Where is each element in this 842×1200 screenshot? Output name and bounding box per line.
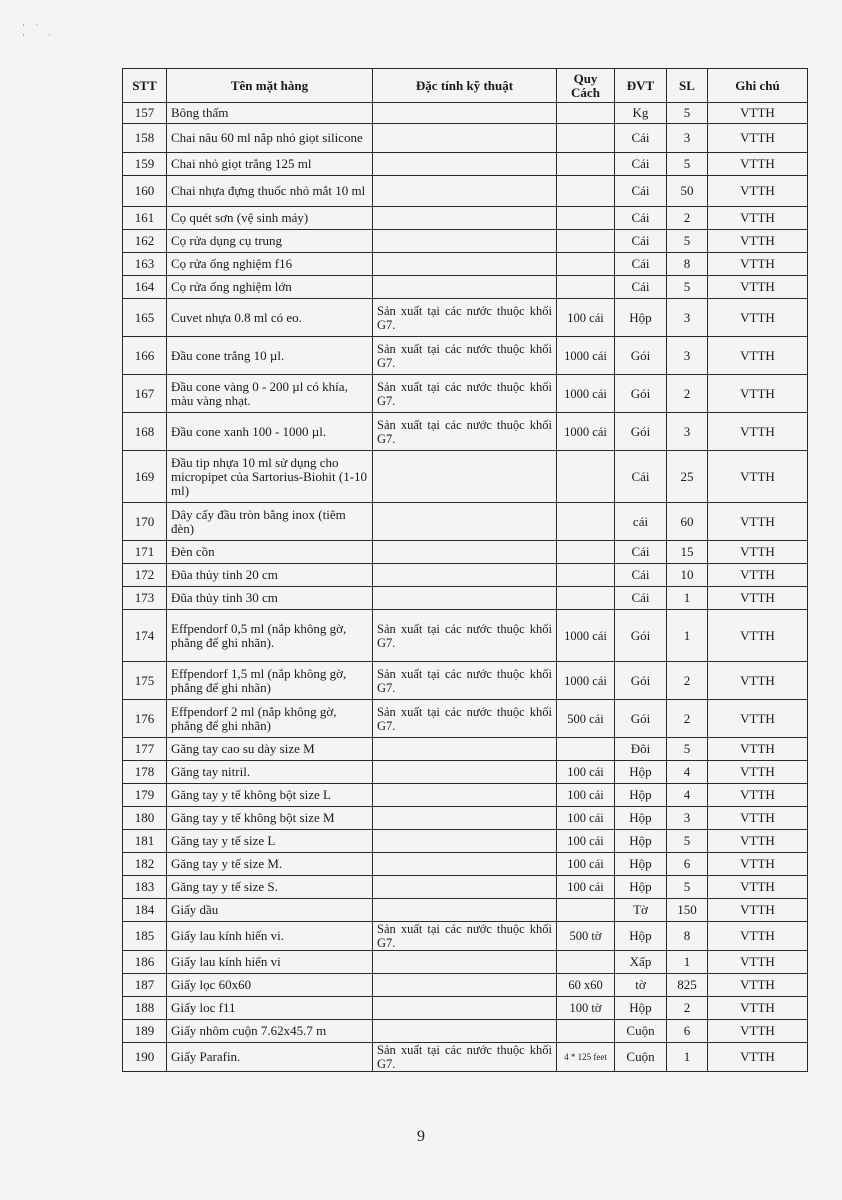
cell-note: VTTH	[708, 922, 808, 951]
cell-note: VTTH	[708, 124, 808, 153]
table-row	[123, 207, 808, 230]
cell-stt: 189	[123, 1020, 167, 1043]
cell-stt: 169	[123, 451, 167, 503]
cell-qty: 1	[667, 610, 708, 662]
cell-stt: 166	[123, 337, 167, 375]
cell-spec	[373, 207, 557, 230]
cell-note: VTTH	[708, 1020, 808, 1043]
cell-unit: Gói	[615, 375, 667, 413]
table-row	[123, 1043, 808, 1072]
table-row	[123, 276, 808, 299]
cell-name: Cọ rửa dụng cụ trung	[167, 230, 373, 253]
cell-stt: 185	[123, 922, 167, 951]
cell-pack	[557, 253, 615, 276]
header-name: Tên mặt hàng	[167, 69, 373, 103]
table-row	[123, 230, 808, 253]
table-row	[123, 253, 808, 276]
cell-pack: 1000 cái	[557, 610, 615, 662]
cell-unit: Hộp	[615, 830, 667, 853]
cell-spec	[373, 853, 557, 876]
cell-unit: Cái	[615, 276, 667, 299]
cell-name: Đầu cone xanh 100 - 1000 µl.	[167, 413, 373, 451]
cell-pack	[557, 451, 615, 503]
cell-pack	[557, 503, 615, 541]
cell-pack	[557, 738, 615, 761]
cell-spec	[373, 230, 557, 253]
cell-qty: 25	[667, 451, 708, 503]
cell-note: VTTH	[708, 103, 808, 124]
table-row	[123, 610, 808, 662]
cell-name: Giấy lọc 60x60	[167, 974, 373, 997]
cell-stt: 173	[123, 587, 167, 610]
cell-name: Găng tay y tế size S.	[167, 876, 373, 899]
cell-qty: 2	[667, 207, 708, 230]
cell-qty: 1	[667, 1043, 708, 1072]
cell-note: VTTH	[708, 700, 808, 738]
table-row	[123, 299, 808, 337]
cell-note: VTTH	[708, 784, 808, 807]
cell-spec	[373, 761, 557, 784]
cell-note: VTTH	[708, 1043, 808, 1072]
cell-pack	[557, 899, 615, 922]
cell-pack: 100 cái	[557, 876, 615, 899]
cell-pack: 500 cái	[557, 700, 615, 738]
cell-note: VTTH	[708, 876, 808, 899]
cell-unit: Cái	[615, 253, 667, 276]
cell-note: VTTH	[708, 761, 808, 784]
header-qty: SL	[667, 69, 708, 103]
cell-unit: Cuộn	[615, 1020, 667, 1043]
cell-name: Găng tay y tế không bột size L	[167, 784, 373, 807]
cell-pack: 100 cái	[557, 807, 615, 830]
cell-qty: 4	[667, 761, 708, 784]
cell-unit: Gói	[615, 337, 667, 375]
cell-name: Găng tay y tế size M.	[167, 853, 373, 876]
cell-note: VTTH	[708, 375, 808, 413]
cell-stt: 168	[123, 413, 167, 451]
cell-spec: Sản xuất tại các nước thuộc khối G7.	[373, 1043, 557, 1072]
cell-name: Găng tay cao su dày size M	[167, 738, 373, 761]
cell-note: VTTH	[708, 564, 808, 587]
cell-qty: 5	[667, 876, 708, 899]
table-row	[123, 974, 808, 997]
supplies-table	[122, 68, 808, 1072]
cell-qty: 6	[667, 1020, 708, 1043]
cell-unit: Cái	[615, 564, 667, 587]
cell-name: Giấy dầu	[167, 899, 373, 922]
cell-unit: Hộp	[615, 299, 667, 337]
cell-stt: 179	[123, 784, 167, 807]
cell-stt: 167	[123, 375, 167, 413]
cell-qty: 3	[667, 124, 708, 153]
cell-spec	[373, 451, 557, 503]
cell-note: VTTH	[708, 974, 808, 997]
cell-qty: 50	[667, 176, 708, 207]
cell-stt: 162	[123, 230, 167, 253]
table-row	[123, 951, 808, 974]
table-row	[123, 375, 808, 413]
cell-unit: Xấp	[615, 951, 667, 974]
table-row	[123, 876, 808, 899]
cell-name: Cọ rửa ống nghiệm f16	[167, 253, 373, 276]
cell-qty: 150	[667, 899, 708, 922]
cell-stt: 170	[123, 503, 167, 541]
cell-note: VTTH	[708, 610, 808, 662]
cell-note: VTTH	[708, 253, 808, 276]
cell-qty: 8	[667, 922, 708, 951]
cell-name: Giấy Parafin.	[167, 1043, 373, 1072]
cell-spec	[373, 564, 557, 587]
cell-unit: Cái	[615, 451, 667, 503]
cell-pack	[557, 276, 615, 299]
table-row	[123, 413, 808, 451]
table-row	[123, 761, 808, 784]
table-row	[123, 451, 808, 503]
cell-name: Chai nhỏ giọt trắng 125 ml	[167, 153, 373, 176]
table-row	[123, 564, 808, 587]
cell-stt: 181	[123, 830, 167, 853]
table-row	[123, 899, 808, 922]
table-row	[123, 503, 808, 541]
cell-stt: 188	[123, 997, 167, 1020]
cell-unit: Cái	[615, 176, 667, 207]
cell-unit: Cái	[615, 153, 667, 176]
cell-spec	[373, 738, 557, 761]
scan-speckles: · · · ·	[22, 20, 55, 40]
cell-qty: 5	[667, 153, 708, 176]
table-row	[123, 176, 808, 207]
cell-name: Cọ quét sơn (vệ sinh máy)	[167, 207, 373, 230]
cell-pack: 60 x60	[557, 974, 615, 997]
cell-note: VTTH	[708, 230, 808, 253]
cell-note: VTTH	[708, 830, 808, 853]
cell-name: Đèn cồn	[167, 541, 373, 564]
cell-spec	[373, 276, 557, 299]
cell-qty: 8	[667, 253, 708, 276]
cell-name: Giấy nhôm cuộn 7.62x45.7 m	[167, 1020, 373, 1043]
cell-qty: 2	[667, 997, 708, 1020]
cell-note: VTTH	[708, 587, 808, 610]
cell-qty: 1	[667, 951, 708, 974]
cell-name: Bông thấm	[167, 103, 373, 124]
table-row	[123, 124, 808, 153]
cell-pack: 100 cái	[557, 299, 615, 337]
cell-spec: Sản xuất tại các nước thuộc khối G7.	[373, 610, 557, 662]
cell-unit: Cái	[615, 230, 667, 253]
cell-spec	[373, 503, 557, 541]
cell-name: Đũa thủy tinh 30 cm	[167, 587, 373, 610]
cell-unit: Hộp	[615, 922, 667, 951]
cell-name: Giấy lau kính hiển vi	[167, 951, 373, 974]
cell-stt: 190	[123, 1043, 167, 1072]
cell-spec	[373, 830, 557, 853]
cell-unit: Gói	[615, 413, 667, 451]
header-note: Ghi chú	[708, 69, 808, 103]
cell-qty: 2	[667, 375, 708, 413]
cell-pack	[557, 541, 615, 564]
table-row	[123, 103, 808, 124]
cell-note: VTTH	[708, 738, 808, 761]
header-unit: ĐVT	[615, 69, 667, 103]
cell-note: VTTH	[708, 899, 808, 922]
cell-name: Găng tay y tế size L	[167, 830, 373, 853]
cell-pack	[557, 951, 615, 974]
cell-pack	[557, 207, 615, 230]
cell-name: Đầu tip nhựa 10 ml sử dụng cho micropipet của Sartorius-Biohit (1-10 ml)	[167, 451, 373, 503]
cell-qty: 1	[667, 587, 708, 610]
cell-pack: 1000 cái	[557, 375, 615, 413]
cell-spec	[373, 541, 557, 564]
cell-qty: 3	[667, 413, 708, 451]
cell-spec	[373, 587, 557, 610]
cell-name: Cọ rửa ống nghiệm lớn	[167, 276, 373, 299]
cell-note: VTTH	[708, 997, 808, 1020]
cell-pack: 500 tờ	[557, 922, 615, 951]
cell-stt: 175	[123, 662, 167, 700]
table-row	[123, 587, 808, 610]
cell-name: Effpendorf 1,5 ml (nắp không gờ, phẳng để ghi nhãn)	[167, 662, 373, 700]
table-row	[123, 922, 808, 951]
cell-spec	[373, 899, 557, 922]
cell-spec	[373, 1020, 557, 1043]
table-row	[123, 997, 808, 1020]
cell-unit: Hộp	[615, 876, 667, 899]
header-stt: STT	[123, 69, 167, 103]
cell-note: VTTH	[708, 853, 808, 876]
table-row	[123, 700, 808, 738]
cell-stt: 164	[123, 276, 167, 299]
cell-qty: 5	[667, 230, 708, 253]
cell-qty: 60	[667, 503, 708, 541]
cell-stt: 177	[123, 738, 167, 761]
cell-pack: 100 cái	[557, 853, 615, 876]
cell-qty: 5	[667, 276, 708, 299]
cell-note: VTTH	[708, 451, 808, 503]
table-row	[123, 153, 808, 176]
cell-note: VTTH	[708, 276, 808, 299]
table-row	[123, 337, 808, 375]
cell-pack	[557, 230, 615, 253]
cell-note: VTTH	[708, 951, 808, 974]
cell-pack	[557, 587, 615, 610]
cell-stt: 159	[123, 153, 167, 176]
cell-qty: 4	[667, 784, 708, 807]
cell-name: Găng tay nitril.	[167, 761, 373, 784]
cell-pack	[557, 103, 615, 124]
cell-spec: Sản xuất tại các nước thuộc khối G7.	[373, 922, 557, 951]
cell-stt: 178	[123, 761, 167, 784]
cell-spec	[373, 876, 557, 899]
cell-name: Dây cấy đầu tròn bằng inox (tiêm đèn)	[167, 503, 373, 541]
cell-stt: 176	[123, 700, 167, 738]
cell-pack	[557, 1020, 615, 1043]
cell-unit: cái	[615, 503, 667, 541]
cell-unit: Hộp	[615, 784, 667, 807]
cell-spec	[373, 807, 557, 830]
cell-note: VTTH	[708, 176, 808, 207]
cell-unit: Kg	[615, 103, 667, 124]
cell-qty: 3	[667, 807, 708, 830]
cell-note: VTTH	[708, 413, 808, 451]
cell-name: Giấy loc f11	[167, 997, 373, 1020]
cell-qty: 3	[667, 299, 708, 337]
cell-unit: Gói	[615, 610, 667, 662]
cell-unit: Cái	[615, 124, 667, 153]
cell-stt: 165	[123, 299, 167, 337]
cell-spec: Sản xuất tại các nước thuộc khối G7.	[373, 700, 557, 738]
cell-name: Cuvet nhựa 0.8 ml có eo.	[167, 299, 373, 337]
table-row	[123, 1020, 808, 1043]
cell-name: Giấy lau kính hiển vi.	[167, 922, 373, 951]
cell-stt: 161	[123, 207, 167, 230]
cell-qty: 3	[667, 337, 708, 375]
cell-spec	[373, 124, 557, 153]
cell-unit: tờ	[615, 974, 667, 997]
cell-spec	[373, 974, 557, 997]
cell-qty: 15	[667, 541, 708, 564]
cell-unit: Hộp	[615, 807, 667, 830]
cell-pack: 1000 cái	[557, 337, 615, 375]
cell-unit: Cuộn	[615, 1043, 667, 1072]
cell-unit: Gói	[615, 662, 667, 700]
cell-qty: 2	[667, 700, 708, 738]
cell-unit: Hộp	[615, 853, 667, 876]
cell-spec: Sản xuất tại các nước thuộc khối G7.	[373, 337, 557, 375]
cell-pack	[557, 176, 615, 207]
cell-note: VTTH	[708, 541, 808, 564]
cell-note: VTTH	[708, 503, 808, 541]
cell-name: Effpendorf 2 ml (nắp không gờ, phẳng để ghi nhãn)	[167, 700, 373, 738]
table-row	[123, 784, 808, 807]
cell-unit: Đôi	[615, 738, 667, 761]
cell-spec	[373, 951, 557, 974]
cell-pack: 100 cái	[557, 830, 615, 853]
cell-spec: Sản xuất tại các nước thuộc khối G7.	[373, 662, 557, 700]
cell-stt: 174	[123, 610, 167, 662]
cell-stt: 157	[123, 103, 167, 124]
cell-unit: Hộp	[615, 761, 667, 784]
cell-name: Đầu cone vàng 0 - 200 µl có khía, màu vàng nhạt.	[167, 375, 373, 413]
cell-qty: 2	[667, 662, 708, 700]
cell-name: Chai nâu 60 ml nắp nhỏ giọt silicone	[167, 124, 373, 153]
cell-spec	[373, 784, 557, 807]
header-row	[123, 69, 808, 103]
cell-spec: Sản xuất tại các nước thuộc khối G7.	[373, 413, 557, 451]
cell-name: Chai nhựa đựng thuốc nhỏ mắt 10 ml	[167, 176, 373, 207]
cell-pack: 4 * 125 feet	[557, 1043, 615, 1072]
page-number: 9	[417, 1128, 425, 1145]
cell-stt: 163	[123, 253, 167, 276]
cell-unit: Hộp	[615, 997, 667, 1020]
cell-stt: 184	[123, 899, 167, 922]
cell-stt: 180	[123, 807, 167, 830]
cell-name: Đũa thủy tinh 20 cm	[167, 564, 373, 587]
cell-pack	[557, 124, 615, 153]
cell-spec: Sản xuất tại các nước thuộc khối G7.	[373, 375, 557, 413]
cell-stt: 158	[123, 124, 167, 153]
cell-stt: 171	[123, 541, 167, 564]
cell-note: VTTH	[708, 807, 808, 830]
table-row	[123, 807, 808, 830]
cell-pack: 100 cái	[557, 784, 615, 807]
cell-unit: Cái	[615, 587, 667, 610]
cell-qty: 10	[667, 564, 708, 587]
cell-unit: Tờ	[615, 899, 667, 922]
cell-pack	[557, 564, 615, 587]
cell-note: VTTH	[708, 299, 808, 337]
cell-stt: 183	[123, 876, 167, 899]
table-row	[123, 541, 808, 564]
cell-spec	[373, 103, 557, 124]
header-spec: Đặc tính kỹ thuật	[373, 69, 557, 103]
table-row	[123, 830, 808, 853]
cell-qty: 5	[667, 103, 708, 124]
cell-note: VTTH	[708, 153, 808, 176]
table-row	[123, 662, 808, 700]
cell-pack: 100 tờ	[557, 997, 615, 1020]
cell-name: Đầu cone trắng 10 µl.	[167, 337, 373, 375]
cell-qty: 6	[667, 853, 708, 876]
header-pack: Quy Cách	[557, 69, 615, 103]
table-row	[123, 853, 808, 876]
cell-stt: 187	[123, 974, 167, 997]
cell-stt: 182	[123, 853, 167, 876]
cell-pack: 1000 cái	[557, 662, 615, 700]
cell-spec	[373, 997, 557, 1020]
cell-note: VTTH	[708, 337, 808, 375]
cell-unit: Cái	[615, 541, 667, 564]
table-row	[123, 738, 808, 761]
cell-stt: 186	[123, 951, 167, 974]
cell-qty: 5	[667, 738, 708, 761]
cell-spec	[373, 253, 557, 276]
cell-name: Effpendorf 0,5 ml (nắp không gờ, phẳng để ghi nhãn).	[167, 610, 373, 662]
cell-qty: 5	[667, 830, 708, 853]
cell-spec	[373, 176, 557, 207]
cell-spec	[373, 153, 557, 176]
cell-pack	[557, 153, 615, 176]
cell-qty: 825	[667, 974, 708, 997]
cell-unit: Cái	[615, 207, 667, 230]
cell-name: Găng tay y tế không bột size M	[167, 807, 373, 830]
cell-spec: Sản xuất tại các nước thuộc khối G7.	[373, 299, 557, 337]
cell-stt: 172	[123, 564, 167, 587]
cell-note: VTTH	[708, 662, 808, 700]
cell-pack: 100 cái	[557, 761, 615, 784]
cell-pack: 1000 cái	[557, 413, 615, 451]
cell-note: VTTH	[708, 207, 808, 230]
cell-unit: Gói	[615, 700, 667, 738]
cell-stt: 160	[123, 176, 167, 207]
